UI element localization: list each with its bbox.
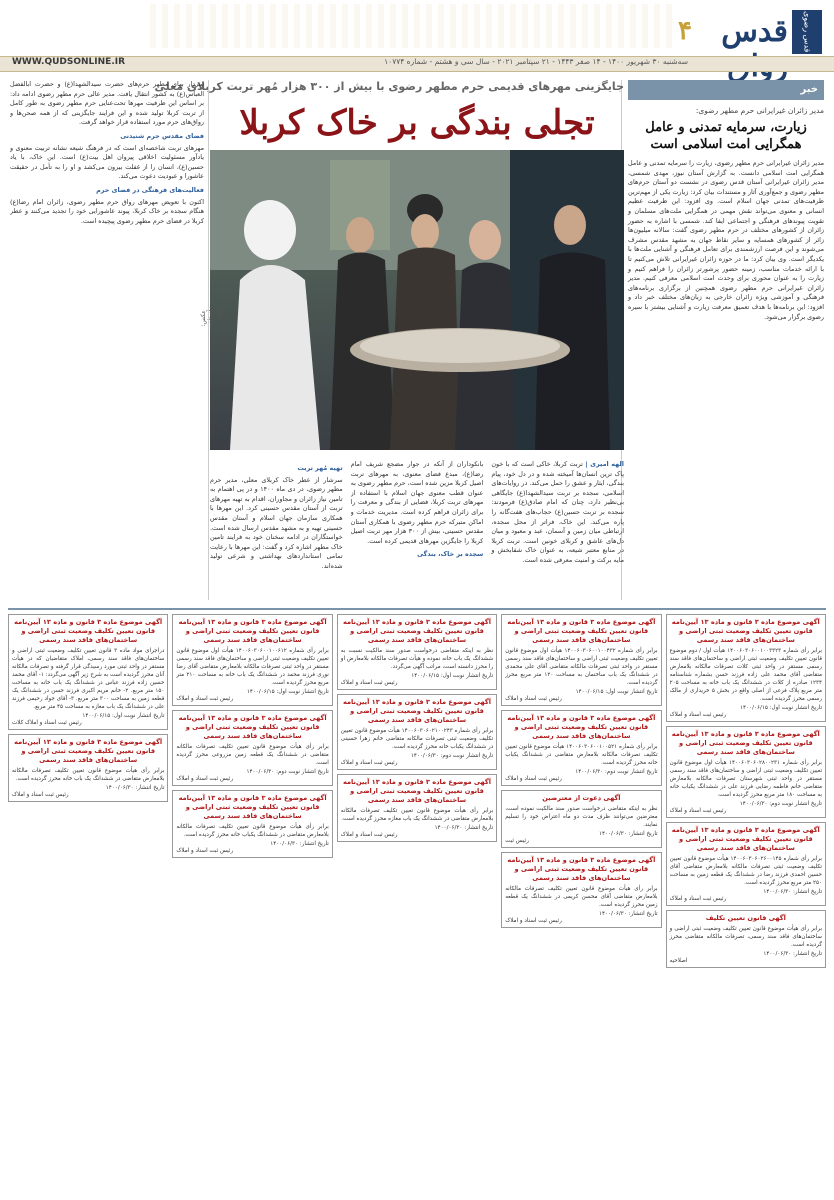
ad-sig: اصلاحیه bbox=[669, 958, 688, 964]
ad-sig: رئیس ثبت اسناد و املاک bbox=[340, 760, 398, 766]
ad-date: تاریخ انتشار نوبت اول: ۱۴۰۰/۰۶/۱۵ bbox=[82, 713, 165, 719]
ad-body: برابر رأی هیأت موضوع قانون تعیین تکلیف تصرفات مالکانه بلامعارض متقاضی آقای محسن کریمی در ششدانگ یک قطعه زمین محرز گردیده است. bbox=[505, 886, 658, 908]
ad-title: آگهی موضوع ماده ۳ قانون و ماده ۱۳ آیین‌نامه قانون تعیین تکلیف وضعیت ثبتی اراضی و ساختمان‌های فاقد سند رسمی bbox=[507, 618, 656, 644]
ad-sig: رئیس ثبت اسناد و املاک bbox=[176, 776, 234, 782]
ad-notice bbox=[337, 694, 497, 770]
classified-ads bbox=[8, 608, 826, 1200]
feature-column-2 bbox=[351, 460, 484, 600]
ad-body: نظر به اینکه متقاضی درخواست صدور سند مالکیت نموده است، معترضین می‌توانند ظرف مدت دو ماه اعتراض خود را تسلیم نمایند. bbox=[505, 806, 658, 828]
ad-date: تاریخ انتشار نوبت دوم: ۱۴۰۰/۰۶/۳۰ bbox=[575, 769, 658, 775]
ads-column bbox=[337, 614, 497, 1200]
ad-title: آگهی موضوع ماده ۳ قانون و ماده ۱۳ آیین‌نامه قانون تعیین تکلیف وضعیت ثبتی اراضی و ساختمان‌های فاقد سند رسمی bbox=[178, 714, 327, 740]
left-subheading-1: فضای مقدس حرم شنیدنی bbox=[120, 131, 204, 140]
ads-column bbox=[666, 614, 826, 1200]
ad-notice bbox=[666, 822, 826, 906]
logo-text: قدس bbox=[721, 14, 788, 49]
ad-date: تاریخ انتشار: ۱۴۰۰/۰۶/۳۰ bbox=[599, 911, 658, 917]
ad-date: تاریخ انتشار نوبت دوم: ۱۴۰۰/۰۶/۳۰ bbox=[739, 801, 822, 807]
ad-date: تاریخ انتشار: ۱۴۰۰/۰۶/۳۰ bbox=[763, 951, 822, 957]
feature-subheadline: جایگزینی مهرهای قدیمی حرم مطهر رضوی با بیش از ۳۰۰ هزار مُهر تربت کربلای معلی bbox=[154, 80, 624, 93]
ad-title: آگهی موضوع ماده ۳ قانون و ماده ۱۳ آیین‌نامه قانون تعیین تکلیف وضعیت ثبتی اراضی و ساختمان‌های فاقد سند رسمی bbox=[14, 738, 163, 764]
date-line: سه‌شنبه ۳۰ شهریور ۱۴۰۰ - ۱۴ صفر ۱۴۴۳ - ۲۱ سپتامبر ۲۰۲۱ - سال سی و هشتم - شماره ۱۰۷۷۴ bbox=[384, 57, 688, 66]
ad-body: برابر رأی شماره ۱۴۰۰۶۰۳۰۶۰۲۱۰۰۲۴۳ هیأت موضوع قانون تعیین تکلیف وضعیت ثبتی تصرفات مالکانه متقاضی خانم زهرا حسینی در ششدانگ یکباب خانه محرز گردیده است. bbox=[340, 728, 494, 750]
side-headline: زیارت، سرمایه تمدنی و عامل همگرایی امت اسلامی است bbox=[645, 120, 807, 152]
ad-body: برابر رأی شماره ۱۴۰۰۶۰۳۰۶۰۰۱۰۰۵۲۱ هیأت موضوع قانون تعیین تکلیف تصرفات مالکانه بلامعارض متقاضی در ششدانگ یکباب خانه محرز گردیده است. bbox=[505, 744, 658, 766]
ad-sig: رئیس ثبت اسناد و املاک bbox=[11, 792, 69, 798]
ad-notice bbox=[172, 790, 332, 858]
ad-notice bbox=[8, 734, 168, 802]
ad-body: برابر رأی شماره ۱۴۰۰۶۰۳۰۶۰۰۱۰۰۴۳۲ هیأت اول موضوع قانون تعیین تکلیف وضعیت ثبتی اراضی و ساختمان‌های فاقد سند رسمی مستقر در واحد ثبتی تصرفات مالکانه متقاضی آقای علی محمدی در ششدانگ یک باب ساختمان به مساحت ۱۲۰ متر مربع محرز گردیده است. bbox=[505, 648, 658, 686]
left-column bbox=[10, 80, 209, 600]
ad-title: آگهی موضوع ماده ۳ قانون و ماده ۱۳ آیین‌نامه قانون تعیین تکلیف وضعیت ثبتی اراضی و ساختمان‌های فاقد سند رسمی bbox=[342, 778, 491, 804]
ad-notice bbox=[501, 614, 661, 706]
feature-photo bbox=[210, 150, 624, 450]
masthead-ornament bbox=[150, 4, 674, 48]
ad-body: برابر رأی هیأت موضوع قانون تعیین تکلیف تصرفات مالکانه بلامعارض متقاضی در ششدانگ یک باب مغازه محرز گردیده است. bbox=[340, 808, 494, 822]
feature-headline: تجلی بندگی بر خاک کربلا bbox=[239, 103, 595, 143]
ad-date: تاریخ انتشار نوبت اول: ۱۴۰۰/۰۶/۱۵ bbox=[411, 673, 494, 679]
ad-date: تاریخ انتشار نوبت اول: ۱۴۰۰/۰۶/۱۵ bbox=[575, 689, 658, 695]
ad-body: نظر به اینکه متقاضی درخواست صدور سند مالکیت نسبت به ششدانگ یک باب خانه نموده و هیأت تصرفات مالکانه بلامعارض او را محرز دانسته است، مراتب آگهی می‌گردد. bbox=[340, 648, 494, 670]
ad-notice bbox=[666, 614, 826, 722]
side-kicker: مدیر زائران غیرایرانی حرم مطهر رضوی: bbox=[695, 106, 824, 115]
ad-title: آگهی موضوع ماده ۳ قانون و ماده ۱۳ آیین‌نامه قانون تعیین تکلیف وضعیت ثبتی اراضی و ساختمان‌های فاقد سند رسمی bbox=[671, 618, 820, 644]
ad-sig: رئیس ثبت اسناد و املاک bbox=[340, 680, 398, 686]
ad-notice bbox=[501, 790, 661, 848]
ad-sig: رئیس ثبت اسناد و املاک bbox=[669, 896, 727, 902]
left-column-text bbox=[10, 80, 204, 600]
ad-sig: رئیس ثبت اسناد و املاک bbox=[669, 712, 727, 718]
ad-notice bbox=[666, 726, 826, 818]
ad-title: آگهی موضوع ماده ۳ قانون و ماده ۱۳ آیین‌نامه قانون تعیین تکلیف وضعیت ثبتی اراضی و ساختمان‌های فاقد سند رسمی bbox=[342, 698, 491, 724]
ads-column bbox=[172, 614, 332, 1200]
ad-body: برابر رأی هیأت موضوع قانون تعیین تکلیف تصرفات مالکانه متقاضی در ششدانگ یک قطعه زمین مزروعی محرز گردیده است. bbox=[176, 744, 329, 766]
ad-body: دراجرای مواد ماده ۳ قانون تعیین تکلیف وضعیت ثبتی اراضی و ساختمان‌های فاقد سند رسمی، املاک متقاضیان که در هیأت مستقر در واحد ثبتی مورد رسیدگی قرار گرفته و تصرفات مالکانه آنان محرز گردیده است به شرح زیر آگهی می‌گردد: ۱- آقای محمد حسین زاده فرزند عباس در ششدانگ یک باب خانه به مساحت ۱۵۰ متر مربع. ۲- خانم مریم اکبری فرزند حسن در ششدانگ یک قطعه زمین به مساحت ۳۰۰ متر مربع. ۳- آقای جواد رحیمی فرزند علی در ششدانگ یک باب مغازه به مساحت ۴۵ متر مربع. bbox=[11, 648, 165, 710]
left-subheading-2: فعالیت‌های فرهنگی در فضای حرم bbox=[96, 185, 204, 194]
ad-body: برابر رأی شماره ۱۴۰۰۶۰۳۰۶۰۲۶۰۰۱۴۵ هیأت موضوع قانون تعیین تکلیف وضعیت ثبتی تصرفات مالکانه بلامعارض متقاضی آقای حسین احمدی فرزند رضا در ششدانگ یک قطعه زمین به مساحت ۲۵۰ متر مربع محرز گردیده است. bbox=[669, 856, 822, 886]
ad-date: تاریخ انتشار نوبت دوم: ۱۴۰۰/۰۶/۳۰ bbox=[246, 769, 329, 775]
ad-date: تاریخ انتشار نوبت اول: ۱۴۰۰/۰۶/۱۵ bbox=[246, 689, 329, 695]
ad-sig: رئیس ثبت اسناد و املاک bbox=[505, 776, 562, 782]
feature-subheading-1: سجده بر خاک، بندگی bbox=[417, 550, 484, 559]
ad-notice bbox=[666, 910, 826, 968]
ad-date: تاریخ انتشار: ۱۴۰۰/۰۶/۳۰ bbox=[105, 785, 165, 791]
ad-title: آگهی موضوع ماده ۳ قانون و ماده ۱۳ آیین‌نامه قانون تعیین تکلیف وضعیت ثبتی اراضی و ساختمان‌های فاقد سند رسمی bbox=[507, 714, 656, 740]
byline: الهه امیری | bbox=[585, 460, 624, 468]
page-number: ۴ bbox=[678, 16, 692, 46]
ad-sig: رئیس ثبت اسناد و املاک کلات bbox=[11, 720, 82, 726]
ad-body: برابر رأی شماره ۱۴۰۰۶۰۳۰۶۰۰۱۰۰۳۳۲۳ هیأت اول / دوم موضوع قانون تعیین تکلیف وضعیت ثبتی اراضی و ساختمان‌های فاقد سند رسمی مستقر در واحد ثبتی کلات تصرفات مالکانه بلامعارض متقاضی آقای محمد علی زاده فرزند حسن بشماره شناسنامه ۱۲۳۴ صادره از کلات در ششدانگ یک باب خانه به مساحت ۲۰۵ متر مربع پلاک فرعی از اصلی واقع در بخش ۵ خریداری از مالک رسمی محرز گردیده است. bbox=[669, 648, 822, 702]
left-text-3: اکنون با تعویض مهرهای رواق حرم مطهر رضوی، زائران امام رضا(ع) هنگام سجده بر خاک کربلا، پیوند عاشورایی خود را تجدید می‌کنند و عطر کربلا در فضای حرم مطهر رضوی پیچیده است. bbox=[10, 197, 204, 225]
ad-date: تاریخ انتشار نوبت دوم: ۱۴۰۰/۰۶/۳۰ bbox=[410, 753, 494, 759]
photo-illustration bbox=[210, 150, 624, 450]
feature-column-3 bbox=[210, 460, 343, 600]
ad-notice bbox=[337, 774, 497, 842]
feature-column-1 bbox=[491, 460, 624, 600]
ad-date: تاریخ انتشار: ۱۴۰۰/۰۶/۳۰ bbox=[599, 831, 658, 837]
ad-title: آگهی موضوع ماده ۳ قانون و ماده ۱۳ آیین‌نامه قانون تعیین تکلیف وضعیت ثبتی اراضی و ساختمان‌های فاقد سند رسمی bbox=[178, 794, 327, 820]
ad-body: برابر رأی هیأت موضوع قانون تعیین تکلیف تصرفات مالکانه بلامعارض متقاضی در ششدانگ یکباب خانه محرز گردیده است. bbox=[176, 824, 329, 838]
ad-title: آگهی دعوت از معترضین bbox=[542, 794, 621, 802]
ad-date: تاریخ انتشار: ۱۴۰۰/۰۶/۳۰ bbox=[763, 889, 822, 895]
ad-notice bbox=[172, 614, 332, 706]
ad-body: برابر رأی شماره ۱۴۰۰۶۰۳۰۶۰۰۱۰۰۶۱۲ هیأت اول موضوع قانون تعیین تکلیف وضعیت ثبتی اراضی و ساختمان‌های فاقد سند رسمی مستقر در واحد ثبتی تصرفات مالکانه بلامعارض متقاضی آقای رضا نوری فرزند محمد در ششدانگ یک باب خانه به مساحت ۲۱۰ متر مربع محرز گردیده است. bbox=[176, 648, 329, 686]
ad-title: آگهی موضوع ماده ۳ قانون و ماده ۱۳ آیین‌نامه قانون تعیین تکلیف وضعیت ثبتی اراضی و ساختمان‌های فاقد سند رسمی bbox=[178, 618, 327, 644]
ad-body: برابر رأی هیأت موضوع قانون تعیین تکلیف وضعیت ثبتی اراضی و ساختمان‌های فاقد سند رسمی، تصرفات مالکانه متقاضی محرز گردیده است. bbox=[669, 926, 822, 948]
ad-sig: رئیس ثبت bbox=[505, 838, 529, 844]
seal-logo: قدس رضوی bbox=[792, 10, 822, 54]
section-label: خبر bbox=[628, 80, 824, 100]
ad-body: برابر رأی شماره ۱۴۰۰۶۰۳۰۶۰۲۸۰۰۲۳۱ هیأت اول موضوع قانون تعیین تکلیف وضعیت ثبتی اراضی و ساختمان‌های فاقد سند رسمی مستقر در واحد ثبتی شهرستان تصرفات مالکانه بلامعارض متقاضی خانم فاطمه رضایی فرزند علی در ششدانگ یکباب خانه به مساحت ۱۸۰ متر مربع محرز گردیده است. bbox=[669, 760, 822, 798]
right-column bbox=[621, 80, 824, 600]
ad-sig: رئیس ثبت اسناد و املاک bbox=[340, 832, 398, 838]
ad-sig: رئیس ثبت اسناد و املاک bbox=[505, 918, 562, 924]
ad-sig: رئیس ثبت اسناد و املاک bbox=[669, 808, 727, 814]
masthead bbox=[0, 0, 834, 76]
feature-text-columns bbox=[210, 460, 624, 600]
ad-notice bbox=[8, 614, 168, 730]
ads-column bbox=[501, 614, 661, 1200]
photo-credit: عکس: آستان نیوز bbox=[200, 310, 221, 327]
side-article-body: مدیر زائران غیرایرانی حرم مطهر رضوی، زیارت را سرمایه تمدنی و عامل همگرایی امت اسلامی دانست. به گزارش آستان نیوز، مهدی شمسی، مدیر زائران غیرایرانی آستان قدس رضوی در نشست دو آستان حرم‌های مطهر رضوی و جمع‌آوری آثار و مستندات بیان کرد: زیارت یکی از مهم‌ترین ظرفیت‌های تمدنی جهان اسلام است. وی افزود: این ظرفیت عظیم انسانی و معنوی می‌تواند نقش مهمی در همگرایی ملت‌های مسلمان و تقویت پیوندهای فرهنگی و اجتماعی ایفا کند. شمسی با اشاره به حضور زائران از کشورهای مختلف در حرم مطهر رضوی گفت: سالانه میلیون‌ها زائر از کشورهای همسایه و سایر نقاط جهان به مشهد مقدس مشرف می‌شوند و این فرصت ارزشمندی برای تعامل فرهنگی و آشنایی ملت‌ها با یکدیگر است. وی بیان کرد: ما در حوزه زائران غیرایرانی تلاش می‌کنیم تا با ارائه خدمات مناسب، زمینه حضور پرشورتر زائران را فراهم کنیم و زیارت را به عنوان محوری برای وحدت امت اسلامی معرفی کنیم. مدیر زائران غیرایرانی حرم مطهر رضوی همچنین از برگزاری برنامه‌های فرهنگی و آموزشی ویژه زائران خارجی به زبان‌های مختلف خبر داد و افزود: این برنامه‌ها با هدف تعمیق معرفت زیارت و آشنایی بیشتر با سیره رضوی برگزار می‌شود. bbox=[628, 159, 824, 321]
ad-title: آگهی موضوع ماده ۳ قانون و ماده ۱۳ آیین‌نامه قانون تعیین تکلیف وضعیت ثبتی اراضی و ساختمان‌های فاقد سند رسمی bbox=[671, 730, 820, 756]
ad-notice bbox=[172, 710, 332, 786]
ad-body: برابر رأی هیأت موضوع قانون تعیین تکلیف تصرفات مالکانه بلامعارض متقاضی در ششدانگ یک باب خانه محرز گردیده است. bbox=[11, 768, 165, 782]
left-text-1: سردار بهای مطهر حرم‌های حضرت سیدالشهدا(ع) و حضرت ابالفضل العباس(ع) به کشور انتقال یافت. مدیر عالی حرم مطهر رضوی ادامه داد: بر اساس این ظرفیت مهرها تحت‌عنایی حرم مطهر رضوی به طور کامل از تربت کربلا تولید شده و این فرایند جایگزینی که از همه صحن‌ها و رواق‌های حرم مورد استفاده قرار خواهد گرفت. bbox=[10, 80, 204, 127]
ad-notice bbox=[337, 614, 497, 690]
ad-title: آگهی موضوع ماده ۳ قانون و ماده ۱۳ آیین‌نامه قانون تعیین تکلیف وضعیت ثبتی اراضی و ساختمان‌های فاقد سند رسمی bbox=[671, 826, 820, 852]
ad-notice bbox=[501, 852, 661, 928]
ad-title: آگهی موضوع ماده ۳ قانون و ماده ۱۳ آیین‌نامه قانون تعیین تکلیف وضعیت ثبتی اراضی و ساختمان‌های فاقد سند رسمی bbox=[507, 856, 656, 882]
feature-column-3-text: سرشار از عطر خاک کربلای معلی، مدیر حرم مطهر رضوی، در دی ماه ۱۴۰۰ و در پی اهتمام به تامین نیاز زائران و مجاوران، اقدام به تهیه مهرهای تربت از آستان مقدس حسینی کرد. این مهرها با همکاری سازمان جهان اسلام و آستان مقدس حسینی تهیه و به مشهد مقدس ارسال شده است. خواستگاران در ادامه سخنان خود به فرایند تامین خاک مطهر اشاره کرد و گفت: این مهرها با رعایت تمامی استانداردهای بهداشتی و شرعی تولید شده‌اند. bbox=[209, 475, 343, 570]
ad-date: تاریخ انتشار: ۱۴۰۰/۰۶/۳۰ bbox=[434, 825, 494, 831]
site-url[interactable]: WWW.QUDSONLINE.IR bbox=[12, 57, 126, 67]
feature-column-2-text: بانکوداران از آنکه در جوار مضجع شریف امام رضا(ع)، مبدع فضای معنوی، به مهرهای تربت اصیل کربلا مزین شده است، حرم مطهر رضوی به عنوان قطب معنوی جهان اسلام با استفاده از مهرهای تربت کربلا، فضایی از بندگی و معرفت را برای زائران فراهم کرده است. مدیریت خدمات و اماکن متبرکه حرم مطهر رضوی با همکاری آستان مقدس حسینی، بیش از ۳۰۰ هزار مهر تربت اصیل کربلا را جایگزین مهرهای قدیمی کرده است. bbox=[350, 460, 484, 545]
feature-subheading-2: تهیه مُهر تربت bbox=[297, 464, 343, 472]
ad-title: آگهی موضوع ماده ۳ قانون و ماده ۱۳ آیین‌نامه قانون تعیین تکلیف وضعیت ثبتی اراضی و ساختمان‌های فاقد سند رسمی bbox=[14, 618, 163, 644]
ads-column bbox=[8, 614, 168, 1200]
feature-column-1-text: تربت کربلا، خاکی است که با خون پاک ترین انسان‌ها آمیخته شده و در دل خود، پیام بندگی، ایثار و عشق را حمل می‌کند. در روایات‌های اسلامی، سجده بر تربت سیدالشهدا(ع) جایگاهی بی‌نظیر دارد، چنان که امام صادق(ع) فرمودند: سجده بر تربت حسین(ع) حجاب‌های هفت‌گانه را پاره می‌کند. این خاک، فراتر از محل سجده، ارتباطی میان زمین و آسمان، عبد و معبود و میان دل‌های عاشق و کربلای خونین است. تربت کربلا در منابع معتبر شیعه، به عنوان خاک شفابخش و مایه برکت و امنیت معرفی شده است. bbox=[491, 460, 624, 564]
left-text-2: مهرهای تربت شاخصه‌ای است که در فرهنگ شیعه نشانه تربیت معنوی و یادآور مسئولیت اخلاقی پیروان اهل بیت(ع) است. این خاک، با یاد حسین(ع)، انسان را از غفلت بیرون می‌کشد و او را به تأمل در حقیقت عاشورا و عبودیت دعوت می‌کند. bbox=[10, 143, 204, 181]
ad-date: تاریخ انتشار نوبت اول: ۱۴۰۰/۰۶/۱۵ bbox=[740, 705, 822, 711]
ad-date: تاریخ انتشار: ۱۴۰۰/۰۶/۳۰ bbox=[270, 841, 329, 847]
ad-sig: رئیس ثبت اسناد و املاک bbox=[176, 848, 234, 854]
ad-sig: رئیس ثبت اسناد و املاک bbox=[505, 696, 562, 702]
ad-title: آگهی قانون تعیین تکلیف bbox=[705, 914, 786, 922]
ad-title: آگهی موضوع ماده ۳ قانون و ماده ۱۳ آیین‌نامه قانون تعیین تکلیف وضعیت ثبتی اراضی و ساختمان‌های فاقد سند رسمی bbox=[342, 618, 491, 644]
ad-notice bbox=[501, 710, 661, 786]
logo bbox=[706, 10, 822, 54]
ad-sig: رئیس ثبت اسناد و املاک bbox=[176, 696, 234, 702]
